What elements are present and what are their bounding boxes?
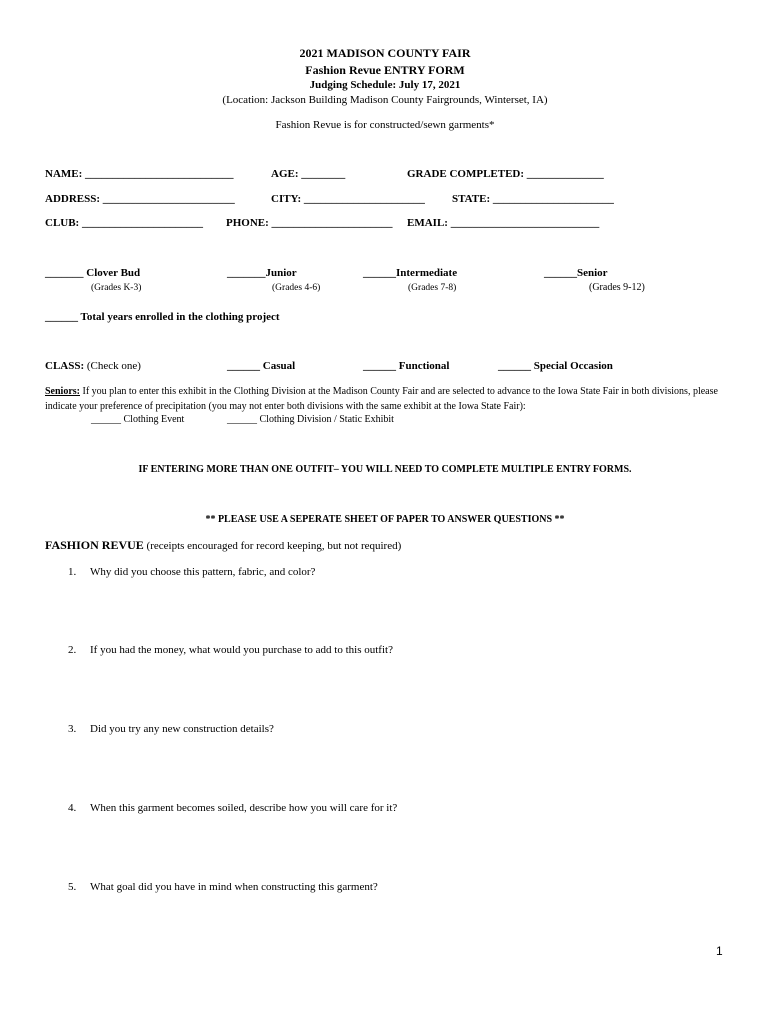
age-field[interactable]: AGE: ________ — [271, 168, 346, 180]
question-number: 3. — [68, 723, 77, 735]
total-years-field[interactable]: ______ Total years enrolled in the clothing project — [45, 311, 280, 323]
question-5 — [68, 881, 378, 893]
state-field[interactable]: STATE: ______________________ — [452, 193, 614, 205]
question-text: Did you try any new construction details? — [90, 723, 274, 735]
page-number: 1 — [716, 944, 723, 958]
question-text: If you had the money, what would you purchase to add to this outfit? — [90, 644, 393, 656]
city-field[interactable]: CITY: ______________________ — [271, 193, 425, 205]
division-clover-bud[interactable]: _______ Clover Bud — [45, 267, 141, 279]
garment-note: Fashion Revue is for constructed/sewn garments* — [275, 119, 495, 131]
address-field[interactable]: ADDRESS: ________________________ — [45, 193, 235, 205]
class-option-special-occasion[interactable]: ______ Special Occasion — [498, 360, 613, 372]
question-text: Why did you choose this pattern, fabric, and color? — [90, 566, 316, 578]
division-clover-bud-grades: (Grades K-3) — [91, 283, 142, 293]
seniors-label: Seniors: — [45, 386, 80, 397]
form-subtitle: Fashion Revue ENTRY FORM — [305, 63, 465, 77]
form-title: 2021 MADISON COUNTY FAIR — [299, 46, 471, 60]
division-junior-grades: (Grades 4-6) — [272, 283, 321, 293]
phone-field[interactable]: PHONE: ______________________ — [226, 217, 393, 229]
question-2 — [68, 644, 393, 656]
division-senior-grades: (Grades 9-12) — [589, 282, 645, 293]
separate-sheet-notice: ** PLEASE USE A SEPERATE SHEET OF PAPER TO ANSWER QUESTIONS ** — [205, 514, 565, 525]
question-number: 4. — [68, 802, 77, 814]
fashion-revue-section — [45, 538, 401, 553]
question-number: 2. — [68, 644, 77, 656]
location-line: (Location: Jackson Building Madison County Fairgrounds, Winterset, IA) — [222, 94, 548, 106]
question-1 — [68, 566, 315, 578]
question-text: What goal did you have in mind when constructing this garment? — [90, 881, 378, 893]
seniors-option-static-exhibit[interactable]: ______ Clothing Division / Static Exhibit — [227, 414, 394, 425]
question-number: 1. — [68, 566, 77, 578]
division-junior[interactable]: _______Junior — [227, 267, 297, 279]
question-number: 5. — [68, 881, 77, 893]
section-title: FASHION REVUE — [45, 538, 144, 552]
name-field[interactable]: NAME: ___________________________ — [45, 168, 234, 180]
class-option-casual[interactable]: ______ Casual — [227, 360, 296, 372]
class-option-functional[interactable]: ______ Functional — [363, 360, 450, 372]
multiple-entry-notice: IF ENTERING MORE THAN ONE OUTFIT– YOU WILL NEED TO COMPLETE MULTIPLE ENTRY FORMS. — [138, 464, 632, 475]
club-field[interactable]: CLUB: ______________________ — [45, 217, 203, 229]
grade-completed-field[interactable]: GRADE COMPLETED: ______________ — [407, 168, 604, 180]
seniors-option-clothing-event[interactable]: ______ Clothing Event — [91, 414, 185, 425]
division-senior[interactable]: ______Senior — [544, 267, 608, 279]
class-hint: (Check one) — [86, 360, 141, 372]
class-row — [45, 360, 141, 372]
seniors-paragraph — [45, 384, 725, 414]
question-3 — [68, 723, 274, 735]
division-intermediate-grades: (Grades 7-8) — [408, 283, 457, 293]
email-field[interactable]: EMAIL: ___________________________ — [407, 217, 600, 229]
seniors-text: If you plan to enter this exhibit in the Clothing Division at the Madison County Fair and are selected to advance to the Iowa State Fair in both divisions, please indicate your preference of precipitation (you may not enter both divisions with the same exhibit at the Iowa State Fair): — [45, 386, 718, 412]
question-text: When this garment becomes soiled, describe how you will care for it? — [90, 802, 398, 814]
question-4 — [68, 802, 397, 814]
class-label: CLASS: — [45, 360, 85, 372]
judging-schedule: Judging Schedule: July 17, 2021 — [309, 79, 461, 91]
section-subtitle: (receipts encouraged for record keeping, but not required) — [143, 540, 402, 552]
division-intermediate[interactable]: ______Intermediate — [363, 267, 458, 279]
